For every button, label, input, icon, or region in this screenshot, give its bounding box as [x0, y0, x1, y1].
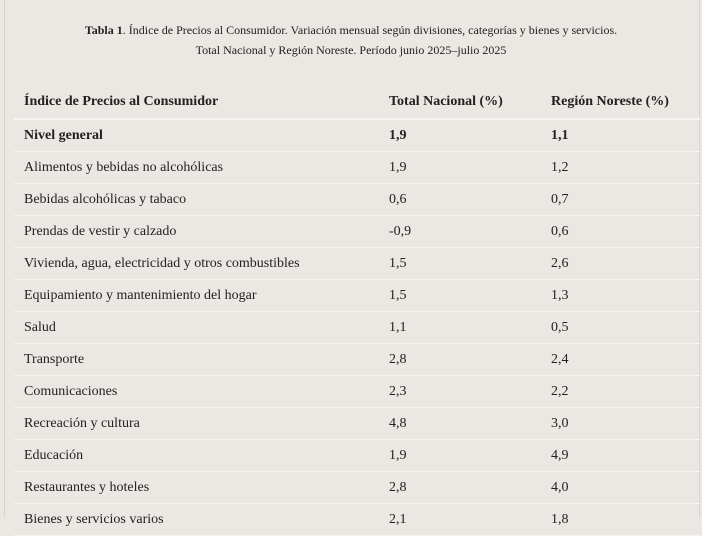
value-region-noreste: 1,2 [541, 152, 700, 184]
table-row [14, 504, 700, 536]
value-region-noreste: 0,6 [541, 216, 700, 248]
value-total-nacional: 2,8 [379, 344, 541, 376]
table-row [14, 472, 700, 504]
value-region-noreste: 2,4 [541, 344, 700, 376]
table-row [14, 248, 700, 280]
cpi-table [14, 86, 700, 536]
table-row [14, 344, 700, 376]
value-region-noreste: 4,0 [541, 472, 700, 504]
row-label: Restaurantes y hoteles [14, 472, 379, 504]
table-caption [0, 20, 702, 60]
caption-line-1 [0, 20, 702, 40]
value-total-nacional: 0,6 [379, 184, 541, 216]
value-region-noreste: 4,9 [541, 440, 700, 472]
value-total-nacional: 1,5 [379, 248, 541, 280]
table-row [14, 440, 700, 472]
row-label: Educación [14, 440, 379, 472]
value-total-nacional: 1,9 [379, 152, 541, 184]
caption-label: Tabla 1 [84, 23, 123, 37]
value-region-noreste: 2,2 [541, 376, 700, 408]
table-row [14, 376, 700, 408]
value-total-nacional: 1,1 [379, 312, 541, 344]
value-total-nacional: -0,9 [379, 216, 541, 248]
table-row [14, 280, 700, 312]
value-region-noreste: 1,3 [541, 280, 700, 312]
value-region-noreste: 0,5 [541, 312, 700, 344]
row-label: Bienes y servicios varios [14, 504, 379, 536]
header-region-noreste: Región Noreste (%) [541, 86, 700, 119]
value-total-nacional: 2,1 [379, 504, 541, 536]
header-division: Índice de Precios al Consumidor [14, 86, 379, 119]
value-total-nacional: 1,5 [379, 280, 541, 312]
table-row [14, 408, 700, 440]
row-label: Transporte [14, 344, 379, 376]
row-label: Alimentos y bebidas no alcohólicas [14, 152, 379, 184]
table-header-row [14, 86, 700, 119]
value-total-nacional: 2,3 [379, 376, 541, 408]
value-region-noreste: 1,1 [541, 119, 700, 152]
row-label: Comunicaciones [14, 376, 379, 408]
row-label: Vivienda, agua, electricidad y otros combustibles [14, 248, 379, 280]
table-row [14, 152, 700, 184]
caption-subtitle: Total Nacional y Región Noreste. Período junio 2025–julio 2025 [195, 43, 507, 57]
row-label: Recreación y cultura [14, 408, 379, 440]
row-label: Nivel general [14, 119, 379, 152]
table-row [14, 119, 700, 152]
row-label: Prendas de vestir y calzado [14, 216, 379, 248]
header-total-nacional: Total Nacional (%) [379, 86, 541, 119]
value-region-noreste: 2,6 [541, 248, 700, 280]
table-body [14, 119, 700, 536]
row-label: Bebidas alcohólicas y tabaco [14, 184, 379, 216]
value-total-nacional: 1,9 [379, 440, 541, 472]
value-region-noreste: 1,8 [541, 504, 700, 536]
table-row [14, 184, 700, 216]
value-total-nacional: 1,9 [379, 119, 541, 152]
value-total-nacional: 4,8 [379, 408, 541, 440]
table-row [14, 312, 700, 344]
row-label: Salud [14, 312, 379, 344]
value-region-noreste: 3,0 [541, 408, 700, 440]
caption-title: . Índice de Precios al Consumidor. Variación mensual según divisiones, categorías y bienes y servicios. [122, 23, 618, 37]
row-label: Equipamiento y mantenimiento del hogar [14, 280, 379, 312]
value-total-nacional: 2,8 [379, 472, 541, 504]
table-row [14, 216, 700, 248]
value-region-noreste: 0,7 [541, 184, 700, 216]
